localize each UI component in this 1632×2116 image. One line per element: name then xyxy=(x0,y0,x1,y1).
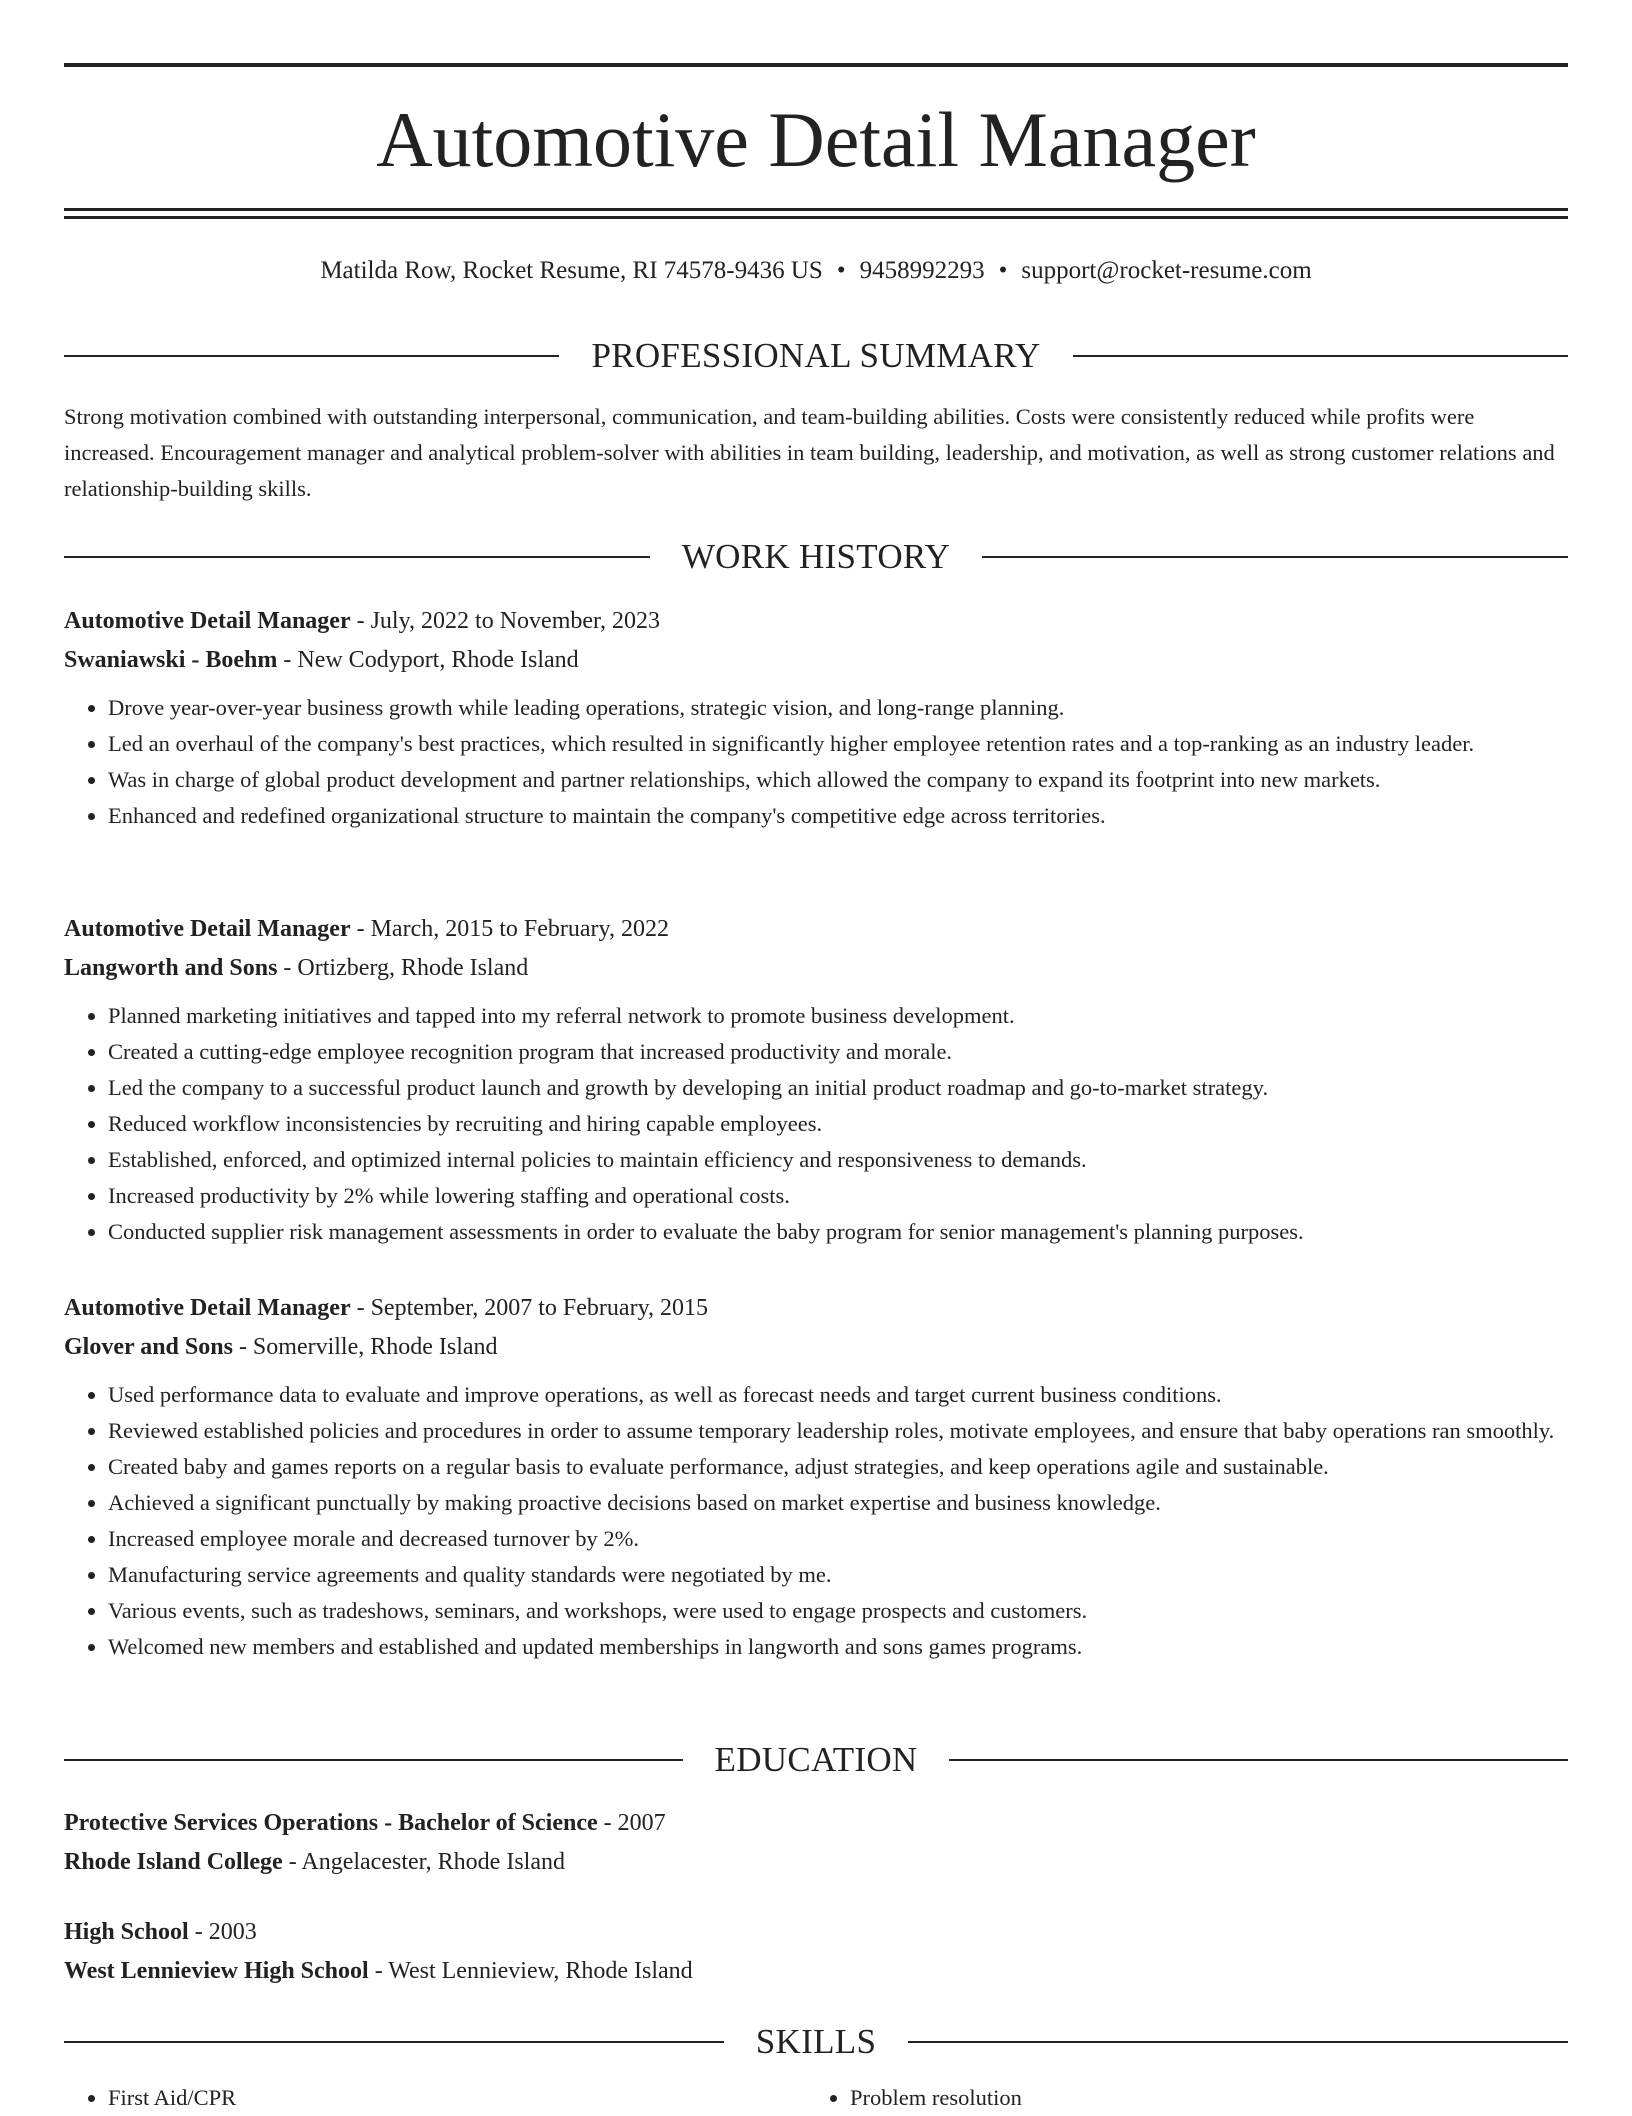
education-entry xyxy=(64,1913,1568,1991)
heading-rule xyxy=(64,2041,724,2043)
section-heading-summary xyxy=(64,334,1568,378)
job-location: - New Codyport, Rhode Island xyxy=(277,647,579,673)
contact-address: Matilda Row, Rocket Resume, RI 74578-9436 US xyxy=(320,257,823,284)
education-degree: Protective Services Operations - Bachelor of Science xyxy=(64,1810,598,1836)
section-title: PROFESSIONAL SUMMARY xyxy=(591,336,1041,375)
education-degree-line xyxy=(64,1913,1568,1952)
heading-rule xyxy=(1073,355,1568,357)
heading-rule xyxy=(64,355,559,357)
job-role: Automotive Detail Manager xyxy=(64,1295,351,1321)
list-item: • Was in charge of global product development and partner relationships, which allowed the company to expand its footprint into new markets. xyxy=(108,762,1568,798)
education-location: - West Lennieview, Rhode Island xyxy=(368,1958,693,1984)
list-item: • Led the company to a successful product launch and growth by developing an initial product roadmap and go-to-market strategy. xyxy=(108,1070,1568,1106)
list-item: • Manufacturing service agreements and quality standards were negotiated by me. xyxy=(108,1557,1568,1593)
list-item: • Increased productivity by 2% while lowering staffing and operational costs. xyxy=(108,1178,1568,1214)
job-company: Langworth and Sons xyxy=(64,955,278,981)
section-heading-skills xyxy=(64,2020,1568,2064)
education-school-line xyxy=(64,1843,1568,1882)
list-item: • Increased employee morale and decreased turnover by 2%. xyxy=(108,1521,1568,1557)
list-item: • Used performance data to evaluate and improve operations, as well as forecast needs and target current business conditions. xyxy=(108,1377,1568,1413)
list-item: • Achieved a significant punctually by making proactive decisions based on market expertise and business knowledge. xyxy=(108,1485,1568,1521)
contact-line xyxy=(64,254,1568,288)
section-heading-work xyxy=(64,535,1568,579)
job-bullets xyxy=(64,690,1568,834)
heading-rule xyxy=(908,2041,1568,2043)
education-year: - 2003 xyxy=(188,1919,257,1945)
education-year: - 2007 xyxy=(597,1810,666,1836)
header-double-rule-upper xyxy=(64,208,1568,211)
job-bullets xyxy=(64,998,1568,1250)
contact-email[interactable]: support@rocket-resume.com xyxy=(1021,257,1312,284)
contact-phone: 9458992293 xyxy=(859,257,985,284)
job-dates: - July, 2022 to November, 2023 xyxy=(350,608,661,634)
list-item: • Enhanced and redefined organizational structure to maintain the company's competitive edge across territories. xyxy=(108,798,1568,834)
job-company-line xyxy=(64,641,1568,680)
resume-title: Automotive Detail Manager xyxy=(376,96,1256,183)
list-item: • Drove year-over-year business growth while leading operations, strategic vision, and long-range planning. xyxy=(108,690,1568,726)
list-item: • Created a cutting-edge employee recognition program that increased productivity and morale. xyxy=(108,1034,1568,1070)
job-location: - Ortizberg, Rhode Island xyxy=(277,955,529,981)
job-dates: - September, 2007 to February, 2015 xyxy=(350,1295,709,1321)
job-title-line xyxy=(64,910,1568,949)
job-entry xyxy=(64,1289,1568,1665)
contact-separator: • xyxy=(998,257,1008,284)
education-school: West Lennieview High School xyxy=(64,1958,369,1984)
job-entry xyxy=(64,602,1568,834)
skills-column-right xyxy=(806,2080,1548,2116)
education-degree: High School xyxy=(64,1919,189,1945)
list-item: • Reduced workflow inconsistencies by recruiting and hiring capable employees. xyxy=(108,1106,1568,1142)
education-entry xyxy=(64,1804,1568,1882)
education-location: - Angelacester, Rhode Island xyxy=(282,1849,565,1875)
list-item: • Conducted supplier risk management assessments in order to evaluate the baby program for senior management's planning purposes. xyxy=(108,1214,1568,1250)
job-company: Glover and Sons xyxy=(64,1334,233,1360)
list-item: • Problem resolution xyxy=(850,2080,1548,2116)
heading-rule xyxy=(982,556,1568,558)
section-heading-education xyxy=(64,1738,1568,1782)
skills-list xyxy=(64,2080,1568,2116)
list-item: • Welcomed new members and established and updated memberships in langworth and sons games programs. xyxy=(108,1629,1568,1665)
list-item: • Created baby and games reports on a regular basis to evaluate performance, adjust strategies, and keep operations agile and sustainable. xyxy=(108,1449,1568,1485)
heading-rule xyxy=(64,1759,683,1761)
job-entry xyxy=(64,910,1568,1250)
summary-text: Strong motivation combined with outstanding interpersonal, communication, and team-building abilities. Costs were consistently reduced while profits were increased. Encouragement manager and analytical problem-solver with abilities in team building, leadership, and motivation, as well as strong customer relations and relationship-building skills. xyxy=(64,404,1555,501)
list-item: • Various events, such as tradeshows, seminars, and workshops, were used to engage prospects and customers. xyxy=(108,1593,1568,1629)
contact-separator: • xyxy=(836,257,846,284)
header-top-rule xyxy=(64,63,1568,67)
header-double-rule-lower xyxy=(64,216,1568,219)
job-company: Swaniawski - Boehm xyxy=(64,647,278,673)
list-item: • Led an overhaul of the company's best practices, which resulted in significantly higher employee retention rates and a top-ranking as an industry leader. xyxy=(108,726,1568,762)
summary-block xyxy=(64,399,1568,507)
job-role: Automotive Detail Manager xyxy=(64,916,351,942)
job-title-line xyxy=(64,1289,1568,1328)
skills-column-left xyxy=(64,2080,806,2116)
section-title: SKILLS xyxy=(755,2022,877,2061)
section-title: WORK HISTORY xyxy=(681,537,951,576)
heading-rule xyxy=(949,1759,1568,1761)
list-item: • Reviewed established policies and procedures in order to assume temporary leadership roles, motivate employees, and ensure that baby operations ran smoothly. xyxy=(108,1413,1568,1449)
job-location: - Somerville, Rhode Island xyxy=(232,1334,498,1360)
list-item: • Planned marketing initiatives and tapped into my referral network to promote business development. xyxy=(108,998,1568,1034)
job-dates: - March, 2015 to February, 2022 xyxy=(350,916,669,942)
list-item: • First Aid/CPR xyxy=(108,2080,806,2116)
job-role: Automotive Detail Manager xyxy=(64,608,351,634)
list-item: • Established, enforced, and optimized internal policies to maintain efficiency and responsiveness to demands. xyxy=(108,1142,1568,1178)
section-title: EDUCATION xyxy=(714,1740,918,1779)
education-school-line xyxy=(64,1952,1568,1991)
education-school: Rhode Island College xyxy=(64,1849,283,1875)
heading-rule xyxy=(64,556,650,558)
education-degree-line xyxy=(64,1804,1568,1843)
job-company-line xyxy=(64,949,1568,988)
job-title-line xyxy=(64,602,1568,641)
job-company-line xyxy=(64,1328,1568,1367)
job-bullets xyxy=(64,1377,1568,1665)
